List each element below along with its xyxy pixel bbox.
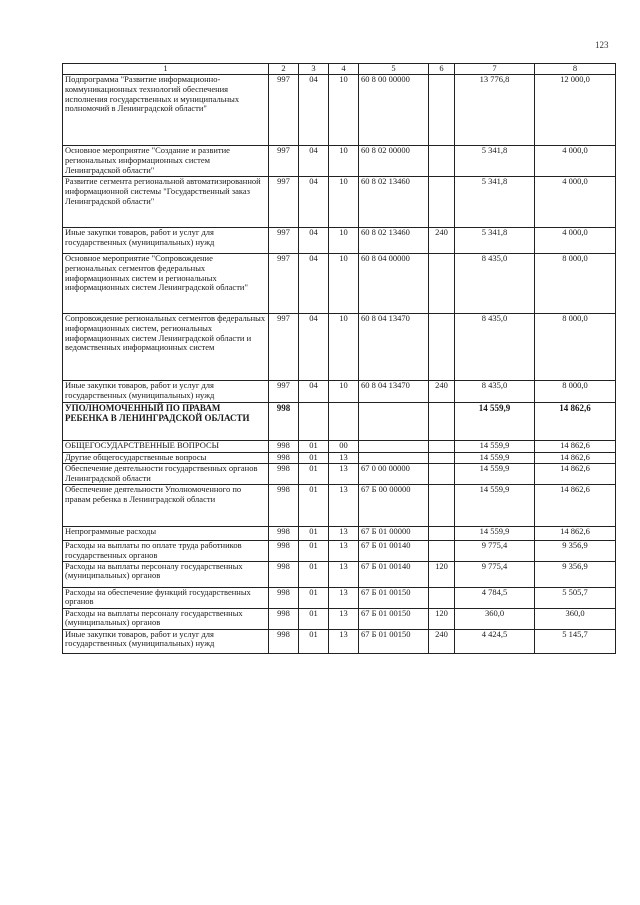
expense-type-code <box>429 314 455 381</box>
expense-type-code: 120 <box>429 561 455 587</box>
expense-type-code: 120 <box>429 608 455 629</box>
expense-type-code <box>429 464 455 485</box>
column-header-8: 8 <box>535 64 616 75</box>
admin-code: 998 <box>269 453 299 464</box>
amount-year-2: 8 000,0 <box>535 254 616 314</box>
table-row <box>63 485 616 527</box>
expense-type-code: 240 <box>429 381 455 403</box>
target-article-code <box>359 403 429 441</box>
amount-year-1: 5 341,8 <box>455 146 535 177</box>
section-code: 04 <box>299 146 329 177</box>
amount-year-2: 12 000,0 <box>535 75 616 146</box>
row-name: Иные закупки товаров, работ и услуг для государственных (муниципальных) нужд <box>63 228 269 254</box>
subsection-code: 13 <box>329 541 359 562</box>
expense-type-code <box>429 146 455 177</box>
section-code: 04 <box>299 314 329 381</box>
admin-code: 998 <box>269 441 299 453</box>
table-row <box>63 75 616 146</box>
row-name: Расходы на выплаты персоналу государственных (муниципальных) органов <box>63 561 269 587</box>
target-article-code: 60 8 04 00000 <box>359 254 429 314</box>
amount-year-2: 14 862,6 <box>535 403 616 441</box>
amount-year-1: 8 435,0 <box>455 314 535 381</box>
table-row <box>63 453 616 464</box>
row-name: Основное мероприятие "Сопровождение региональных сегментов федеральных информационных систем и региональных информационных систем Ленинградской области" <box>63 254 269 314</box>
subsection-code: 13 <box>329 464 359 485</box>
table-row <box>63 254 616 314</box>
subsection-code: 00 <box>329 441 359 453</box>
table-row <box>63 441 616 453</box>
amount-year-2: 14 862,6 <box>535 485 616 527</box>
admin-code: 998 <box>269 629 299 653</box>
subsection-code: 10 <box>329 75 359 146</box>
target-article-code: 60 8 04 13470 <box>359 381 429 403</box>
row-name: Расходы на выплаты по оплате труда работников государственных органов <box>63 541 269 562</box>
target-article-code: 67 Б 00 00000 <box>359 485 429 527</box>
amount-year-2: 5 145,7 <box>535 629 616 653</box>
amount-year-2: 8 000,0 <box>535 314 616 381</box>
amount-year-2: 9 356,9 <box>535 561 616 587</box>
target-article-code: 67 0 00 00000 <box>359 464 429 485</box>
table-body <box>63 75 616 654</box>
section-code: 01 <box>299 587 329 608</box>
subsection-code: 13 <box>329 485 359 527</box>
amount-year-1: 4 784,5 <box>455 587 535 608</box>
table-row <box>63 541 616 562</box>
section-code: 01 <box>299 541 329 562</box>
subsection-code: 10 <box>329 146 359 177</box>
amount-year-1: 14 559,9 <box>455 441 535 453</box>
target-article-code: 67 Б 01 00000 <box>359 527 429 541</box>
section-code: 04 <box>299 177 329 228</box>
section-code: 01 <box>299 485 329 527</box>
row-name: Развитие сегмента региональной автоматизированной информационной системы "Государственный заказ Ленинградской области" <box>63 177 269 228</box>
table-row <box>63 587 616 608</box>
expense-type-code <box>429 587 455 608</box>
subsection-code: 13 <box>329 453 359 464</box>
admin-code: 997 <box>269 314 299 381</box>
row-name: ОБЩЕГОСУДАРСТВЕННЫЕ ВОПРОСЫ <box>63 441 269 453</box>
amount-year-1: 9 775,4 <box>455 561 535 587</box>
admin-code: 998 <box>269 561 299 587</box>
section-code: 04 <box>299 381 329 403</box>
row-name: Основное мероприятие "Создание и развитие региональных информационных систем Ленинградской области" <box>63 146 269 177</box>
row-name: Другие общегосударственные вопросы <box>63 453 269 464</box>
section-code <box>299 403 329 441</box>
table-row <box>63 177 616 228</box>
target-article-code: 60 8 02 13460 <box>359 177 429 228</box>
amount-year-2: 360,0 <box>535 608 616 629</box>
column-header-6: 6 <box>429 64 455 75</box>
subsection-code: 13 <box>329 587 359 608</box>
expense-type-code <box>429 177 455 228</box>
subsection-code: 10 <box>329 254 359 314</box>
table-row <box>63 228 616 254</box>
section-code: 01 <box>299 608 329 629</box>
target-article-code: 60 8 02 13460 <box>359 228 429 254</box>
admin-code: 997 <box>269 177 299 228</box>
amount-year-2: 4 000,0 <box>535 228 616 254</box>
column-header-4: 4 <box>329 64 359 75</box>
amount-year-1: 14 559,9 <box>455 453 535 464</box>
section-code: 01 <box>299 629 329 653</box>
admin-code: 997 <box>269 228 299 254</box>
row-name: Сопровождение региональных сегментов федеральных информационных систем, региональных информационных систем Ленинградской области и ведомственных информационных систем <box>63 314 269 381</box>
amount-year-1: 360,0 <box>455 608 535 629</box>
subsection-code: 13 <box>329 629 359 653</box>
row-name: Непрограммные расходы <box>63 527 269 541</box>
target-article-code: 67 Б 01 00150 <box>359 629 429 653</box>
row-name: Обеспечение деятельности Уполномоченного по правам ребенка в Ленинградской области <box>63 485 269 527</box>
amount-year-1: 5 341,8 <box>455 228 535 254</box>
section-code: 04 <box>299 254 329 314</box>
column-header-7: 7 <box>455 64 535 75</box>
column-header-3: 3 <box>299 64 329 75</box>
table-row <box>63 403 616 441</box>
amount-year-1: 8 435,0 <box>455 381 535 403</box>
admin-code: 997 <box>269 254 299 314</box>
subsection-code: 10 <box>329 177 359 228</box>
amount-year-2: 9 356,9 <box>535 541 616 562</box>
admin-code: 998 <box>269 541 299 562</box>
amount-year-1: 14 559,9 <box>455 403 535 441</box>
admin-code: 998 <box>269 587 299 608</box>
target-article-code: 60 8 04 13470 <box>359 314 429 381</box>
table-row <box>63 561 616 587</box>
expense-type-code <box>429 453 455 464</box>
section-code: 01 <box>299 527 329 541</box>
table-row <box>63 629 616 653</box>
subsection-code: 10 <box>329 314 359 381</box>
amount-year-2: 4 000,0 <box>535 177 616 228</box>
expense-type-code <box>429 75 455 146</box>
target-article-code: 67 Б 01 00150 <box>359 587 429 608</box>
section-code: 01 <box>299 464 329 485</box>
target-article-code: 67 Б 01 00140 <box>359 561 429 587</box>
row-name: Обеспечение деятельности государственных органов Ленинградской области <box>63 464 269 485</box>
expense-type-code <box>429 441 455 453</box>
row-name: Расходы на выплаты персоналу государственных (муниципальных) органов <box>63 608 269 629</box>
page-number: 123 <box>595 40 609 50</box>
admin-code: 998 <box>269 485 299 527</box>
expense-type-code <box>429 527 455 541</box>
amount-year-1: 14 559,9 <box>455 527 535 541</box>
section-code: 01 <box>299 561 329 587</box>
target-article-code <box>359 441 429 453</box>
admin-code: 997 <box>269 75 299 146</box>
amount-year-2: 8 000,0 <box>535 381 616 403</box>
admin-code: 998 <box>269 464 299 485</box>
amount-year-1: 8 435,0 <box>455 254 535 314</box>
subsection-code: 10 <box>329 228 359 254</box>
amount-year-1: 13 776,8 <box>455 75 535 146</box>
amount-year-2: 14 862,6 <box>535 441 616 453</box>
expense-type-code: 240 <box>429 629 455 653</box>
expense-type-code: 240 <box>429 228 455 254</box>
admin-code: 998 <box>269 608 299 629</box>
column-header-5: 5 <box>359 64 429 75</box>
section-code: 04 <box>299 228 329 254</box>
subsection-code: 13 <box>329 527 359 541</box>
target-article-code: 60 8 02 00000 <box>359 146 429 177</box>
expense-type-code <box>429 254 455 314</box>
target-article-code <box>359 453 429 464</box>
subsection-code: 13 <box>329 561 359 587</box>
amount-year-2: 5 505,7 <box>535 587 616 608</box>
row-name: Подпрограмма "Развитие информационно-коммуникационных технологий обеспечения исполнения государственных и муниципальных полномочий в Ленинградской области" <box>63 75 269 146</box>
table-row <box>63 608 616 629</box>
amount-year-2: 4 000,0 <box>535 146 616 177</box>
amount-year-1: 14 559,9 <box>455 464 535 485</box>
amount-year-1: 9 775,4 <box>455 541 535 562</box>
amount-year-1: 14 559,9 <box>455 485 535 527</box>
amount-year-2: 14 862,6 <box>535 527 616 541</box>
row-name: УПОЛНОМОЧЕННЫЙ ПО ПРАВАМ РЕБЕНКА В ЛЕНИНГРАДСКОЙ ОБЛАСТИ <box>63 403 269 441</box>
table-row <box>63 527 616 541</box>
expense-type-code <box>429 541 455 562</box>
subsection-code: 10 <box>329 381 359 403</box>
column-header-1: 1 <box>63 64 269 75</box>
amount-year-1: 4 424,5 <box>455 629 535 653</box>
header-row <box>63 64 616 75</box>
row-name: Иные закупки товаров, работ и услуг для государственных (муниципальных) нужд <box>63 629 269 653</box>
expense-type-code <box>429 485 455 527</box>
table-row <box>63 464 616 485</box>
section-code: 01 <box>299 453 329 464</box>
row-name: Иные закупки товаров, работ и услуг для государственных (муниципальных) нужд <box>63 381 269 403</box>
target-article-code: 67 Б 01 00150 <box>359 608 429 629</box>
table-row <box>63 314 616 381</box>
amount-year-1: 5 341,8 <box>455 177 535 228</box>
admin-code: 998 <box>269 403 299 441</box>
target-article-code: 60 8 00 00000 <box>359 75 429 146</box>
amount-year-2: 14 862,6 <box>535 453 616 464</box>
subsection-code: 13 <box>329 608 359 629</box>
table-row <box>63 146 616 177</box>
budget-table <box>62 63 616 654</box>
amount-year-2: 14 862,6 <box>535 464 616 485</box>
table-row <box>63 381 616 403</box>
column-header-2: 2 <box>269 64 299 75</box>
subsection-code <box>329 403 359 441</box>
section-code: 04 <box>299 75 329 146</box>
expense-type-code <box>429 403 455 441</box>
row-name: Расходы на обеспечение функций государственных органов <box>63 587 269 608</box>
target-article-code: 67 Б 01 00140 <box>359 541 429 562</box>
admin-code: 997 <box>269 381 299 403</box>
section-code: 01 <box>299 441 329 453</box>
admin-code: 998 <box>269 527 299 541</box>
admin-code: 997 <box>269 146 299 177</box>
